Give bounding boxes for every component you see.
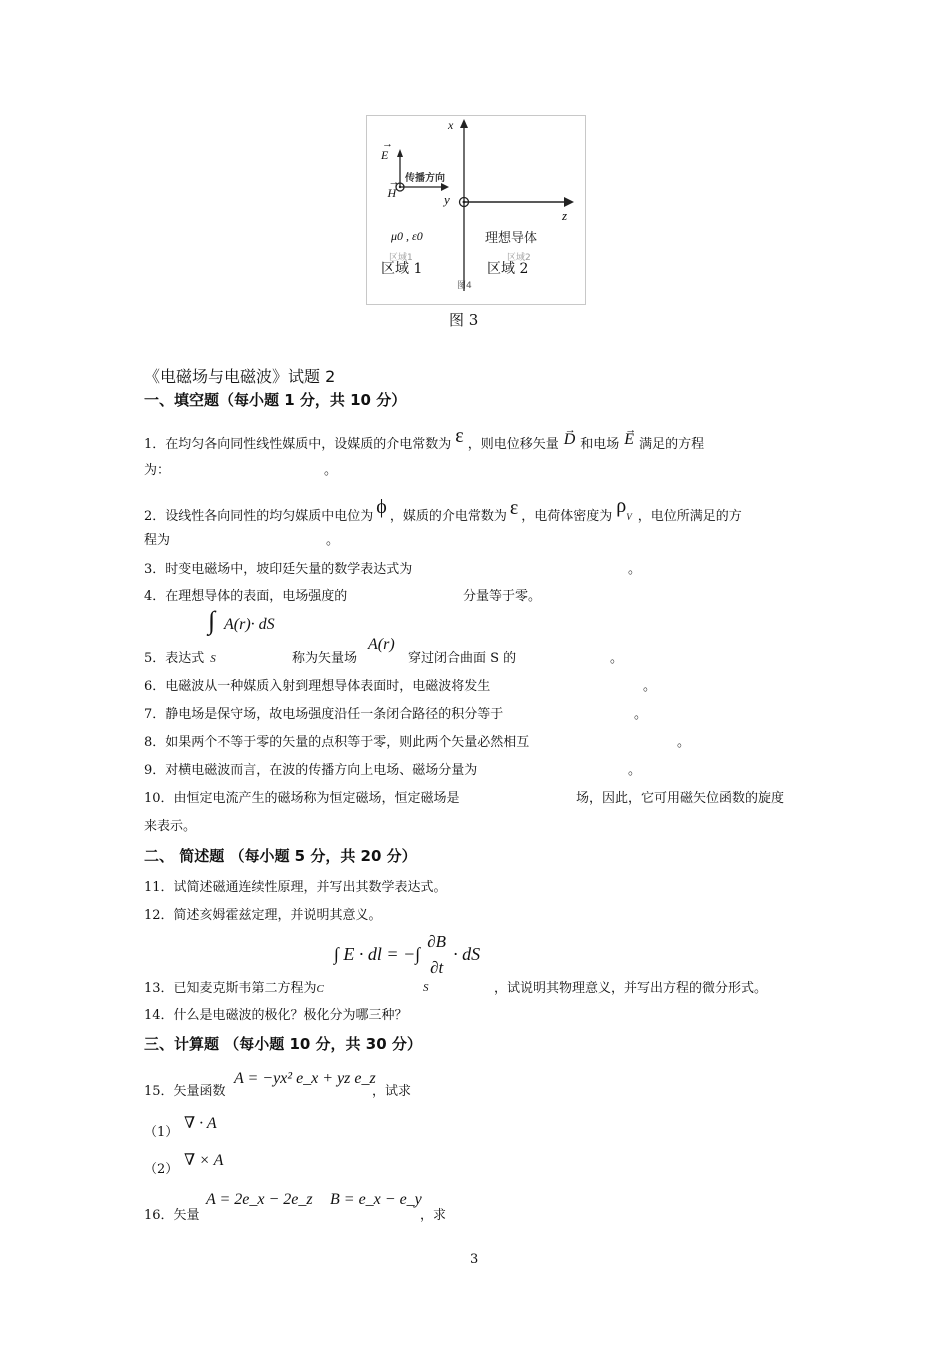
mu-eps-label: μ0 , ε0 xyxy=(391,229,423,243)
q1-D-symbol: → D xyxy=(564,431,576,449)
axis-x-label: x xyxy=(448,118,454,132)
question-11: 11．试简述磁通连续性原理，并写出其数学表达式。 xyxy=(144,880,447,895)
question-16: 16．矢量 xyxy=(144,1208,200,1223)
question-10: 10．由恒定电流产生的磁场称为恒定磁场，恒定磁场是 xyxy=(144,791,460,806)
q13-C-subscript: C xyxy=(316,983,324,995)
q5-text-c: 穿过闭合曲面 S 的 xyxy=(408,651,517,666)
question-2 xyxy=(144,495,742,526)
figure-caption: 图 3 xyxy=(449,311,479,329)
inner-figure-caption: 图4 xyxy=(457,281,472,291)
q2-epsilon: ε xyxy=(509,497,519,519)
q1-text-e: 为： xyxy=(144,463,171,478)
q5-text-a: 5．表达式 xyxy=(144,651,205,666)
question-13 xyxy=(144,980,324,998)
q13-equation xyxy=(334,932,480,982)
q7-end: 。 xyxy=(634,707,648,722)
q13-text-a: 13．已知麦克斯韦第二方程为 xyxy=(144,981,317,996)
propagation-arrowhead xyxy=(441,183,449,191)
q2-text-e: 程为 xyxy=(144,533,171,548)
question-9: 9．对横电磁波而言，在波的传播方向上电场、磁场分量为 xyxy=(144,763,478,778)
question-12: 12．简述亥姆霍兹定理，并说明其意义。 xyxy=(144,908,382,923)
q2-text-d: ，电位所满足的方 xyxy=(637,509,742,524)
axis-y-label: y xyxy=(444,192,450,207)
q2-text-b: ，媒质的介电常数为 xyxy=(389,509,507,524)
region2-faded-label: 区域2 xyxy=(507,253,531,263)
q1-end: 。 xyxy=(324,463,338,478)
question-3: 3．时变电磁场中，坡印廷矢量的数学表达式为 xyxy=(144,562,413,577)
z-axis-arrow xyxy=(564,197,574,207)
q2-rho-subscript: V xyxy=(626,512,632,522)
q13-eq-fraction xyxy=(427,932,446,978)
q15-part2-formula: ∇ × A xyxy=(184,1152,224,1169)
q16-formula-B: B = e_x − e_y xyxy=(330,1191,422,1208)
section-2-heading: 二、 简述题 （每小题 5 分，共 20 分） xyxy=(144,847,417,865)
q13-eq-numerator: ∂B xyxy=(427,932,447,951)
q3-end: 。 xyxy=(628,562,642,577)
q1-text-b: ，则电位移矢量 xyxy=(467,437,559,452)
q15-formula: A = −yx² e_x + yz e_z xyxy=(234,1070,376,1087)
q2-rho: ρ xyxy=(616,495,627,517)
q5-end: 。 xyxy=(610,651,624,666)
conductor-label: 理想导体 xyxy=(485,231,538,246)
q4-text-b: 分量等于零。 xyxy=(463,589,542,604)
propagation-label: 传播方向 xyxy=(405,173,445,184)
q15-text-b: ，试求 xyxy=(372,1084,412,1099)
e-field-arrowhead xyxy=(397,149,403,157)
q6-end: 。 xyxy=(643,679,657,694)
q1-epsilon: ε xyxy=(455,425,464,447)
q5-text-b: 称为矢量场 xyxy=(292,651,358,666)
question-14: 14．什么是电磁波的极化？极化分为哪三种？ xyxy=(144,1008,408,1023)
q13-eq-rhs: · dS xyxy=(453,944,481,964)
question-1 xyxy=(144,425,705,454)
q2-text-c: ，电荷体密度为 xyxy=(521,509,613,524)
q15-part2-label: （2） xyxy=(144,1162,179,1177)
q5-S-subscript: S xyxy=(210,653,216,665)
q5-integrand: A(r)· dS xyxy=(224,616,275,633)
q16-text-b: ，求 xyxy=(420,1208,447,1223)
question-15: 15．矢量函数 xyxy=(144,1084,226,1099)
q10-text-c: 来表示。 xyxy=(144,819,197,834)
q13-eq-denominator: ∂t xyxy=(430,958,444,977)
q1-text-d: 满足的方程 xyxy=(639,437,705,452)
x-axis-arrow xyxy=(460,119,468,128)
q15-part1-formula: ∇ · A xyxy=(184,1115,217,1132)
q2-text-a: 2．设线性各向同性的均匀媒质中电位为 xyxy=(144,509,374,524)
axis-z-label: z xyxy=(562,208,568,223)
region1-faded-label: 区域1 xyxy=(389,253,413,263)
question-7: 7．静电场是保守场，故电场强度沿任一条闭合路径的积分等于 xyxy=(144,707,504,722)
question-4: 4．在理想导体的表面，电场强度的 xyxy=(144,589,348,604)
q13-eq-lhs: ∫ E · dl = −∫ xyxy=(334,944,421,964)
q1-E-symbol: → E xyxy=(624,431,634,449)
e-field-label: → E xyxy=(381,148,388,163)
q13-text-b: ，试说明其物理意义，并写出方程的微分形式。 xyxy=(494,981,768,996)
page-number: 3 xyxy=(470,1252,479,1267)
q2-phi: ϕ xyxy=(376,496,387,518)
section-1-heading: 一、填空题（每小题 1 分，共 10 分） xyxy=(144,391,407,409)
question-8: 8．如果两个不等于零的矢量的点积等于零，则此两个矢量必然相互 xyxy=(144,735,530,750)
q1-text-a: 1．在均匀各向同性线性媒质中，设媒质的介电常数为 xyxy=(144,437,452,452)
region2-label: 区域 2 xyxy=(487,261,529,277)
q15-part1-label: （1） xyxy=(144,1125,179,1140)
q1-text-c: 和电场 xyxy=(580,437,620,452)
q13-S-subscript: S xyxy=(423,982,429,994)
q10-text-b: 场，因此，它可用磁矢位函数的旋度 xyxy=(576,791,785,806)
q16-formula-A: A = 2e_x − 2e_z xyxy=(206,1191,313,1208)
h-field-label: → H xyxy=(387,186,396,201)
q9-end: 。 xyxy=(628,763,642,778)
q2-end: 。 xyxy=(326,533,340,548)
question-6: 6．电磁波从一种媒质入射到理想导体表面时，电磁波将发生 xyxy=(144,679,491,694)
y-axis-dot xyxy=(463,201,466,204)
region1-label: 区域 1 xyxy=(381,261,423,277)
exam-title: 《电磁场与电磁波》试题 2 xyxy=(144,367,336,386)
figure-frame xyxy=(366,115,586,305)
q5-integral-sign: ∫ xyxy=(208,606,216,635)
q8-end: 。 xyxy=(677,735,691,750)
section-3-heading: 三、计算题 （每小题 10 分，共 30 分） xyxy=(144,1035,422,1053)
question-5 xyxy=(144,650,216,668)
q5-field-expression: A(r) xyxy=(368,636,395,653)
